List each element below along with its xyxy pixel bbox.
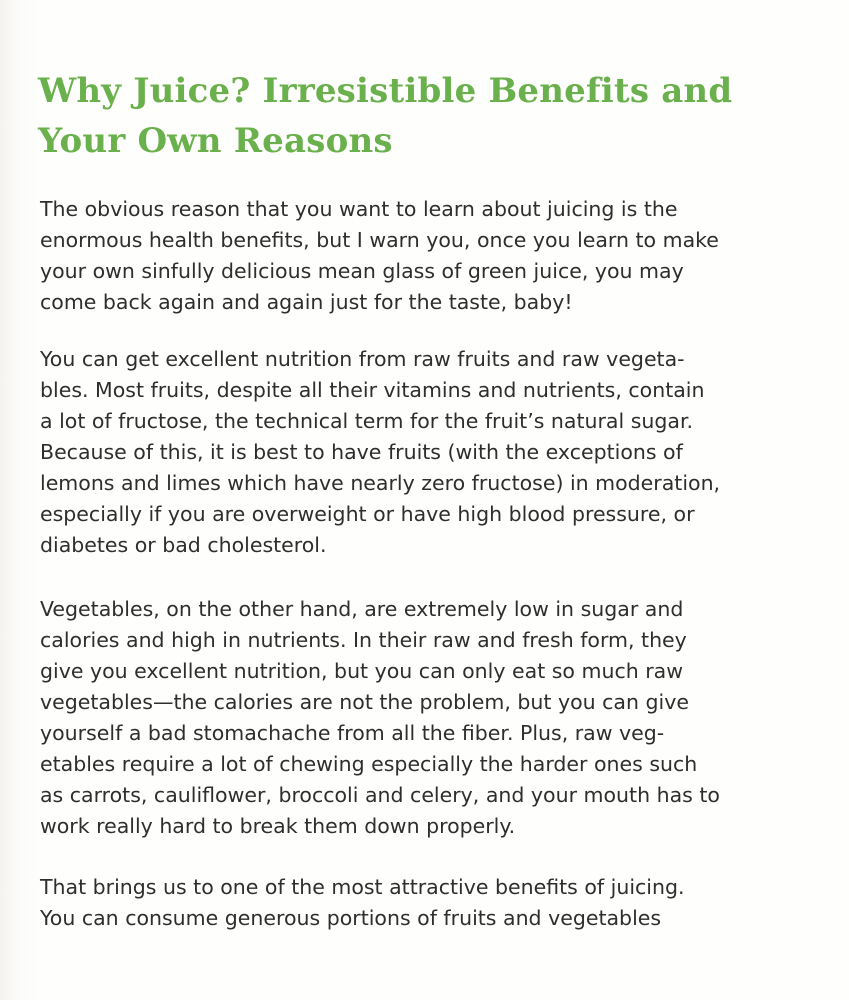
text-line: especially if you are overweight or have high blood pressure, or — [40, 502, 695, 526]
text-line: work really hard to break them down properly. — [40, 814, 516, 838]
text-line: yourself a bad stomachache from all the fiber. Plus, raw veg- — [40, 721, 665, 745]
text-line: calories and high in nutrients. In their raw and fresh form, they — [40, 628, 687, 652]
text-line: You can get excellent nutrition from raw fruits and raw vegeta- — [40, 347, 685, 371]
text-line: diabetes or bad cholesterol. — [40, 533, 327, 557]
paragraph-1 — [40, 194, 830, 318]
text-line: vegetables—the calories are not the problem, but you can give — [40, 690, 689, 714]
text-line: enormous health benefits, but I warn you, once you learn to make — [40, 228, 719, 252]
text-line: come back again and again just for the taste, baby! — [40, 290, 573, 314]
text-line: your own sinfully delicious mean glass of green juice, you may — [40, 259, 684, 283]
text-line: bles. Most fruits, despite all their vitamins and nutrients, contain — [40, 378, 705, 402]
heading-line: Why Juice? Irresistible Benefits and — [38, 71, 733, 111]
text-line: Because of this, it is best to have fruits (with the exceptions of — [40, 440, 683, 464]
text-line: You can consume generous portions of fruits and vegetables — [40, 906, 662, 930]
text-line: That brings us to one of the most attractive benefits of juicing. — [40, 875, 685, 899]
text-line: etables require a lot of chewing especially the harder ones such — [40, 752, 698, 776]
text-line: The obvious reason that you want to learn about juicing is the — [40, 197, 678, 221]
text-line: a lot of fructose, the technical term for the fruit’s natural sugar. — [40, 409, 694, 433]
paragraph-2 — [40, 344, 830, 561]
paragraph-3 — [40, 594, 830, 842]
text-line: as carrots, cauliflower, broccoli and celery, and your mouth has to — [40, 783, 720, 807]
text-line: Vegetables, on the other hand, are extremely low in sugar and — [40, 597, 684, 621]
text-line: lemons and limes which have nearly zero fructose) in moderation, — [40, 471, 721, 495]
section-heading — [38, 66, 818, 166]
paragraph-4 — [40, 872, 830, 934]
heading-line: Your Own Reasons — [38, 121, 393, 161]
text-line: give you excellent nutrition, but you can only eat so much raw — [40, 659, 683, 683]
